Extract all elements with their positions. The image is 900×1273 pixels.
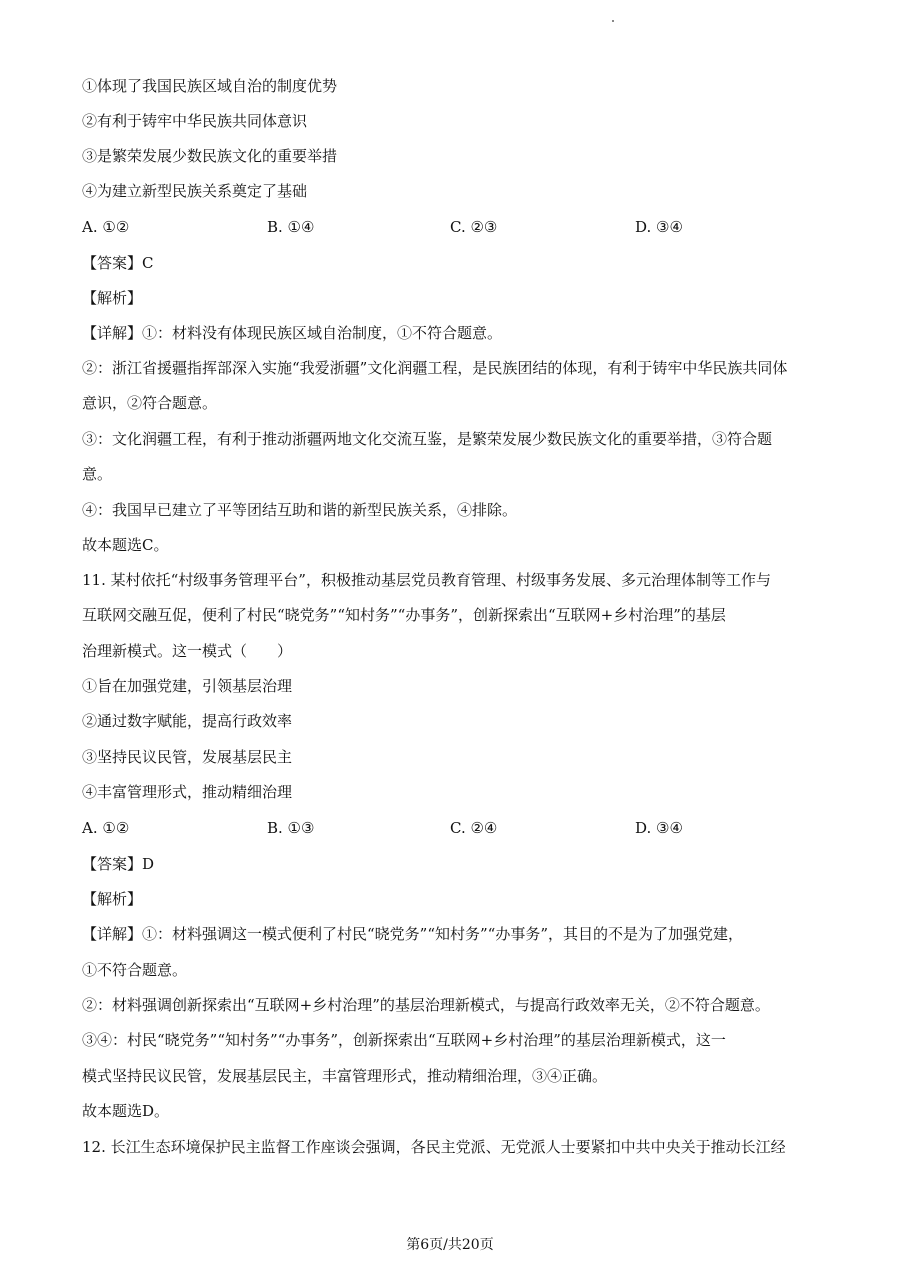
q10-statement-3: ③是繁荣发展少数民族文化的重要举措 xyxy=(82,147,338,165)
q10-option-a: A. ①② xyxy=(82,218,130,236)
q11-options xyxy=(82,818,822,838)
q10-analysis-line: 【详解】①：材料没有体现民族区域自治制度，①不符合题意。 xyxy=(82,324,503,342)
q11-option-a: A. ①② xyxy=(82,819,130,837)
q10-analysis-line: 意。 xyxy=(82,465,113,483)
q11-analysis-label: 【解析】 xyxy=(82,890,143,908)
q11-conclusion: 故本题选D。 xyxy=(82,1102,170,1120)
q10-analysis-line: 意识，②符合题意。 xyxy=(82,394,218,412)
q11-analysis-line: ②：材料强调创新探索出“互联网+乡村治理”的基层治理新模式，与提高行政效率无关，②不符合题意。 xyxy=(82,996,770,1014)
q11-analysis-line: ③④：村民“晓党务”“知村务”“办事务”，创新探索出“互联网+乡村治理”的基层治理新模式，这一 xyxy=(82,1031,726,1049)
q11-stem-line: 互联网交融互促，便利了村民“晓党务”“知村务”“办事务”，创新探索出“互联网+乡村治理”的基层 xyxy=(82,606,726,624)
q11-statement-1: ①旨在加强党建，引领基层治理 xyxy=(82,677,293,695)
q10-statement-4: ④为建立新型民族关系奠定了基础 xyxy=(82,182,308,200)
q11-analysis-line: 模式坚持民议民管，发展基层民主，丰富管理形式，推动精细治理，③④正确。 xyxy=(82,1067,608,1085)
scan-speck xyxy=(612,20,614,22)
q10-statement-1: ①体现了我国民族区域自治的制度优势 xyxy=(82,77,338,95)
q11-option-c: C. ②④ xyxy=(450,819,498,837)
q10-option-d: D. ③④ xyxy=(635,218,683,236)
q11-option-d: D. ③④ xyxy=(635,819,683,837)
q11-statement-2: ②通过数字赋能，提高行政效率 xyxy=(82,712,293,730)
q12-stem-line: 12. 长江生态环境保护民主监督工作座谈会强调，各民主党派、无党派人士要紧扣中共中央关于推动长江经 xyxy=(82,1138,786,1156)
q10-answer: 【答案】C xyxy=(82,254,154,272)
q10-analysis-line: ④：我国早已建立了平等团结互助和谐的新型民族关系，④排除。 xyxy=(82,501,518,519)
q10-statement-2: ②有利于铸牢中华民族共同体意识 xyxy=(82,112,308,130)
q10-option-c: C. ②③ xyxy=(450,218,498,236)
q10-analysis-line: ②：浙江省援疆指挥部深入实施“我爱浙疆”文化润疆工程，是民族团结的体现，有利于铸牢中华民族共同体 xyxy=(82,359,788,377)
q11-answer: 【答案】D xyxy=(82,855,155,873)
q11-analysis-line: 【详解】①：材料强调这一模式便利了村民“晓党务”“知村务”“办事务”，其目的不是为了加强党建， xyxy=(82,925,744,943)
q11-stem-line: 11. 某村依托“村级事务管理平台”，积极推动基层党员教育管理、村级事务发展、多元治理体制等工作与 xyxy=(82,571,771,589)
q11-stem-line: 治理新模式。这一模式（ ） xyxy=(82,642,293,660)
q11-statement-3: ③坚持民议民管，发展基层民主 xyxy=(82,748,293,766)
q11-statement-4: ④丰富管理形式，推动精细治理 xyxy=(82,783,293,801)
q10-analysis-label: 【解析】 xyxy=(82,289,143,307)
q10-conclusion: 故本题选C。 xyxy=(82,536,169,554)
q11-option-b: B. ①③ xyxy=(267,819,315,837)
page-number: 第6页/共20页 xyxy=(406,1237,494,1253)
q10-option-b: B. ①④ xyxy=(267,218,315,236)
q10-analysis-line: ③：文化润疆工程，有利于推动浙疆两地文化交流互鉴，是繁荣发展少数民族文化的重要举措，③符合题 xyxy=(82,430,773,448)
q11-analysis-line: ①不符合题意。 xyxy=(82,961,188,979)
q10-options xyxy=(82,217,822,237)
